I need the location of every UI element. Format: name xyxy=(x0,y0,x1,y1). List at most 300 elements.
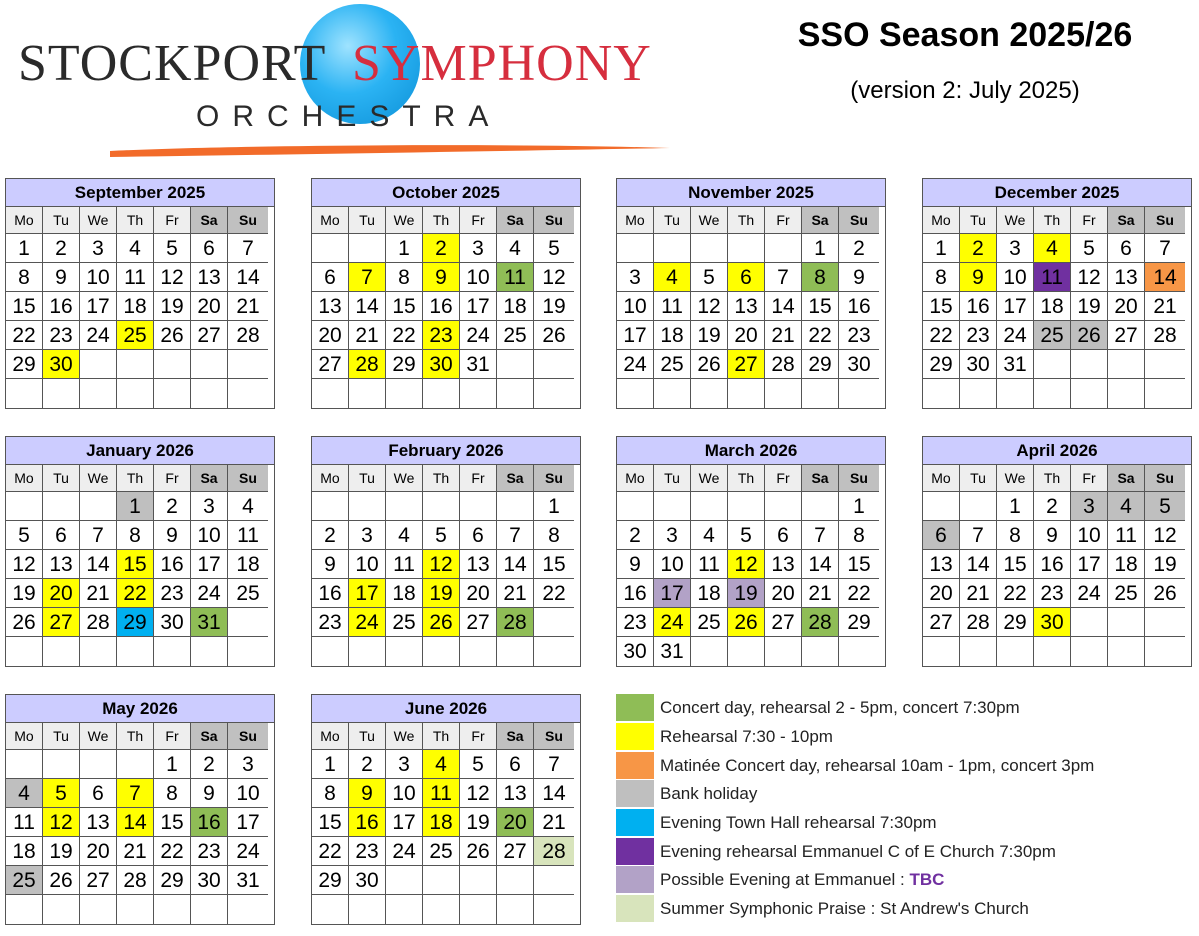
day-cell: 28 xyxy=(117,866,154,895)
day-cell: 29 xyxy=(997,608,1034,637)
week-row xyxy=(312,837,580,866)
weekday-label: Mo xyxy=(923,207,960,234)
day-cell: 27 xyxy=(460,608,497,637)
month-calendar xyxy=(311,178,581,409)
week-row xyxy=(923,521,1191,550)
day-cell: 1 xyxy=(312,750,349,779)
day-cell: 15 xyxy=(839,550,879,579)
weekday-label: Su xyxy=(1145,465,1185,492)
day-cell: 21 xyxy=(534,808,574,837)
page-title: SSO Season 2025/26 xyxy=(797,16,1133,54)
day-cell: 14 xyxy=(534,779,574,808)
day-cell: 13 xyxy=(1108,263,1145,292)
weekday-label: Su xyxy=(1145,207,1185,234)
day-cell: 22 xyxy=(997,579,1034,608)
weekday-label: Mo xyxy=(6,723,43,750)
day-cell: 28 xyxy=(960,608,997,637)
day-cell: 27 xyxy=(191,321,228,350)
day-cell: 23 xyxy=(617,608,654,637)
day-cell: 15 xyxy=(154,808,191,837)
day-cell: 19 xyxy=(728,579,765,608)
day-cell: 23 xyxy=(960,321,997,350)
day-cell: 14 xyxy=(765,292,802,321)
day-cell: 3 xyxy=(617,263,654,292)
legend-label-text: Evening rehearsal Emmanuel C of E Church 7:30pm xyxy=(660,841,1056,861)
day-cell: 3 xyxy=(386,750,423,779)
week-row xyxy=(6,521,274,550)
day-cell: 17 xyxy=(1071,550,1108,579)
empty-cell xyxy=(534,379,574,408)
weekday-label: Fr xyxy=(765,207,802,234)
day-cell: 14 xyxy=(228,263,268,292)
day-cell: 20 xyxy=(1108,292,1145,321)
empty-cell xyxy=(497,492,534,521)
week-row xyxy=(6,550,274,579)
day-cell: 8 xyxy=(534,521,574,550)
week-row xyxy=(923,550,1191,579)
legend-label xyxy=(660,756,1094,776)
empty-cell xyxy=(349,895,386,924)
week-row xyxy=(617,379,885,408)
empty-cell xyxy=(1034,350,1071,379)
weekday-label: We xyxy=(80,723,117,750)
day-cell: 31 xyxy=(997,350,1034,379)
empty-cell xyxy=(960,637,997,666)
empty-cell xyxy=(765,492,802,521)
legend-label-text: Bank holiday xyxy=(660,784,758,804)
day-cell: 29 xyxy=(386,350,423,379)
day-cell: 9 xyxy=(154,521,191,550)
legend-item xyxy=(616,723,1176,752)
day-cell: 24 xyxy=(1071,579,1108,608)
empty-cell xyxy=(1145,637,1185,666)
empty-cell xyxy=(117,637,154,666)
day-cell: 9 xyxy=(349,779,386,808)
day-cell: 24 xyxy=(386,837,423,866)
week-row xyxy=(923,292,1191,321)
weekday-label: Tu xyxy=(43,207,80,234)
day-cell: 15 xyxy=(117,550,154,579)
day-cell: 20 xyxy=(765,579,802,608)
day-cell: 19 xyxy=(1145,550,1185,579)
week-row xyxy=(312,750,580,779)
empty-cell xyxy=(728,492,765,521)
day-cell: 9 xyxy=(312,550,349,579)
month-calendar xyxy=(311,436,581,667)
weekday-label: Tu xyxy=(960,207,997,234)
empty-cell xyxy=(386,637,423,666)
empty-cell xyxy=(765,379,802,408)
day-cell: 18 xyxy=(117,292,154,321)
empty-cell xyxy=(1145,608,1185,637)
weekday-label: Th xyxy=(1034,207,1071,234)
empty-cell xyxy=(960,492,997,521)
logo-swoosh-icon xyxy=(110,143,670,157)
day-cell: 9 xyxy=(1034,521,1071,550)
empty-cell xyxy=(423,637,460,666)
version-subtitle: (version 2: July 2025) xyxy=(850,77,1080,104)
day-cell: 26 xyxy=(154,321,191,350)
month-calendar xyxy=(922,178,1192,409)
day-cell: 12 xyxy=(6,550,43,579)
day-cell: 21 xyxy=(802,579,839,608)
week-row xyxy=(312,637,580,666)
empty-cell xyxy=(923,492,960,521)
month-title: November 2025 xyxy=(617,179,885,207)
week-row xyxy=(312,321,580,350)
weekday-label: We xyxy=(80,207,117,234)
day-cell: 5 xyxy=(423,521,460,550)
legend-label-text: Possible Evening at Emmanuel : xyxy=(660,870,910,890)
empty-cell xyxy=(423,379,460,408)
day-cell: 15 xyxy=(6,292,43,321)
empty-cell xyxy=(960,379,997,408)
day-cell: 29 xyxy=(923,350,960,379)
empty-cell xyxy=(460,492,497,521)
empty-cell xyxy=(765,234,802,263)
day-cell: 6 xyxy=(312,263,349,292)
day-cell: 26 xyxy=(691,350,728,379)
day-cell: 29 xyxy=(154,866,191,895)
weekday-label: We xyxy=(386,723,423,750)
day-cell: 19 xyxy=(43,837,80,866)
day-cell: 2 xyxy=(154,492,191,521)
weekday-label: Tu xyxy=(43,465,80,492)
day-cell: 6 xyxy=(497,750,534,779)
week-row xyxy=(617,234,885,263)
empty-cell xyxy=(1071,350,1108,379)
day-cell: 5 xyxy=(534,234,574,263)
day-cell: 7 xyxy=(802,521,839,550)
empty-cell xyxy=(1108,637,1145,666)
day-cell: 26 xyxy=(43,866,80,895)
day-cell: 23 xyxy=(1034,579,1071,608)
empty-cell xyxy=(728,637,765,666)
day-cell: 16 xyxy=(423,292,460,321)
day-cell: 15 xyxy=(997,550,1034,579)
empty-cell xyxy=(691,637,728,666)
empty-cell xyxy=(923,379,960,408)
month-calendar xyxy=(5,178,275,409)
weekday-label: Su xyxy=(228,723,268,750)
day-cell: 26 xyxy=(1145,579,1185,608)
day-cell: 16 xyxy=(839,292,879,321)
day-cell: 13 xyxy=(497,779,534,808)
empty-cell xyxy=(191,637,228,666)
day-cell: 12 xyxy=(154,263,191,292)
day-cell: 27 xyxy=(1108,321,1145,350)
empty-cell xyxy=(228,608,268,637)
empty-cell xyxy=(802,637,839,666)
weekday-label: Fr xyxy=(154,723,191,750)
day-cell: 8 xyxy=(923,263,960,292)
empty-cell xyxy=(43,750,80,779)
day-cell: 5 xyxy=(6,521,43,550)
day-cell: 7 xyxy=(80,521,117,550)
month-calendar xyxy=(311,694,581,925)
empty-cell xyxy=(802,379,839,408)
day-cell: 27 xyxy=(728,350,765,379)
empty-cell xyxy=(728,379,765,408)
day-cell: 11 xyxy=(1108,521,1145,550)
day-cell: 7 xyxy=(960,521,997,550)
weekday-label: Su xyxy=(839,207,879,234)
day-cell: 10 xyxy=(191,521,228,550)
day-cell: 13 xyxy=(460,550,497,579)
legend-label xyxy=(660,899,1029,919)
day-cell: 14 xyxy=(117,808,154,837)
day-cell: 4 xyxy=(386,521,423,550)
day-cell: 1 xyxy=(386,234,423,263)
day-cell: 3 xyxy=(228,750,268,779)
weekday-header-row xyxy=(6,465,274,492)
day-cell: 13 xyxy=(765,550,802,579)
day-cell: 16 xyxy=(191,808,228,837)
day-cell: 24 xyxy=(654,608,691,637)
legend-label xyxy=(660,842,1056,862)
day-cell: 7 xyxy=(765,263,802,292)
weekday-label: Mo xyxy=(617,465,654,492)
day-cell: 9 xyxy=(617,550,654,579)
empty-cell xyxy=(534,895,574,924)
empty-cell xyxy=(1108,350,1145,379)
empty-cell xyxy=(312,637,349,666)
day-cell: 16 xyxy=(43,292,80,321)
day-cell: 10 xyxy=(386,779,423,808)
empty-cell xyxy=(1108,379,1145,408)
empty-cell xyxy=(460,866,497,895)
empty-cell xyxy=(617,234,654,263)
day-cell: 26 xyxy=(460,837,497,866)
day-cell: 6 xyxy=(765,521,802,550)
legend-label xyxy=(660,870,944,890)
day-cell: 2 xyxy=(191,750,228,779)
day-cell: 21 xyxy=(80,579,117,608)
empty-cell xyxy=(839,637,879,666)
weekday-label: Fr xyxy=(765,465,802,492)
day-cell: 9 xyxy=(839,263,879,292)
legend-label xyxy=(660,813,937,833)
day-cell: 17 xyxy=(191,550,228,579)
day-cell: 27 xyxy=(765,608,802,637)
week-row xyxy=(6,350,274,379)
week-row xyxy=(312,866,580,895)
weekday-label: Sa xyxy=(802,207,839,234)
day-cell: 13 xyxy=(191,263,228,292)
day-cell: 1 xyxy=(923,234,960,263)
weekday-label: Sa xyxy=(1108,465,1145,492)
empty-cell xyxy=(80,750,117,779)
day-cell: 10 xyxy=(80,263,117,292)
week-row xyxy=(617,550,885,579)
day-cell: 21 xyxy=(497,579,534,608)
day-cell: 24 xyxy=(997,321,1034,350)
empty-cell xyxy=(349,234,386,263)
weekday-label: Sa xyxy=(802,465,839,492)
day-cell: 28 xyxy=(80,608,117,637)
weekday-label: Mo xyxy=(923,465,960,492)
day-cell: 28 xyxy=(349,350,386,379)
day-cell: 11 xyxy=(691,550,728,579)
month-calendar xyxy=(922,436,1192,667)
empty-cell xyxy=(191,379,228,408)
day-cell: 24 xyxy=(80,321,117,350)
day-cell: 16 xyxy=(349,808,386,837)
day-cell: 2 xyxy=(43,234,80,263)
day-cell: 25 xyxy=(423,837,460,866)
weekday-label: Mo xyxy=(6,465,43,492)
day-cell: 12 xyxy=(460,779,497,808)
day-cell: 14 xyxy=(497,550,534,579)
day-cell: 22 xyxy=(6,321,43,350)
weekday-label: Mo xyxy=(6,207,43,234)
day-cell: 23 xyxy=(191,837,228,866)
weekday-header-row xyxy=(617,465,885,492)
day-cell: 16 xyxy=(154,550,191,579)
legend-label xyxy=(660,784,757,804)
day-cell: 2 xyxy=(349,750,386,779)
legend-item xyxy=(616,895,1176,924)
day-cell: 12 xyxy=(1145,521,1185,550)
day-cell: 14 xyxy=(802,550,839,579)
legend-swatch xyxy=(616,838,654,866)
day-cell: 6 xyxy=(460,521,497,550)
empty-cell xyxy=(534,350,574,379)
empty-cell xyxy=(349,637,386,666)
empty-cell xyxy=(1034,379,1071,408)
day-cell: 11 xyxy=(228,521,268,550)
empty-cell xyxy=(312,234,349,263)
empty-cell xyxy=(386,379,423,408)
day-cell: 19 xyxy=(1071,292,1108,321)
week-row xyxy=(312,292,580,321)
weekday-label: Mo xyxy=(312,207,349,234)
legend-label-text: Matinée Concert day, rehearsal 10am - 1pm, concert 3pm xyxy=(660,755,1095,775)
week-row xyxy=(617,321,885,350)
weekday-label: Sa xyxy=(191,207,228,234)
empty-cell xyxy=(654,492,691,521)
day-cell: 7 xyxy=(1145,234,1185,263)
day-cell: 16 xyxy=(960,292,997,321)
day-cell: 25 xyxy=(1108,579,1145,608)
day-cell: 4 xyxy=(117,234,154,263)
day-cell: 1 xyxy=(117,492,154,521)
empty-cell xyxy=(1145,379,1185,408)
week-row xyxy=(6,779,274,808)
week-row xyxy=(312,234,580,263)
day-cell: 12 xyxy=(1071,263,1108,292)
empty-cell xyxy=(423,866,460,895)
day-cell: 21 xyxy=(228,292,268,321)
weekday-label: Tu xyxy=(349,207,386,234)
day-cell: 15 xyxy=(802,292,839,321)
day-cell: 10 xyxy=(1071,521,1108,550)
day-cell: 20 xyxy=(728,321,765,350)
day-cell: 2 xyxy=(617,521,654,550)
weekday-label: Sa xyxy=(497,723,534,750)
day-cell: 30 xyxy=(191,866,228,895)
day-cell: 13 xyxy=(728,292,765,321)
week-row xyxy=(923,350,1191,379)
day-cell: 1 xyxy=(154,750,191,779)
day-cell: 24 xyxy=(617,350,654,379)
day-cell: 16 xyxy=(1034,550,1071,579)
weekday-label: Su xyxy=(534,723,574,750)
day-cell: 5 xyxy=(460,750,497,779)
legend-label-text: Concert day, rehearsal 2 - 5pm, concert 7:30pm xyxy=(660,698,1020,718)
day-cell: 22 xyxy=(839,579,879,608)
empty-cell xyxy=(349,492,386,521)
weekday-label: We xyxy=(691,207,728,234)
empty-cell xyxy=(228,350,268,379)
day-cell: 13 xyxy=(80,808,117,837)
day-cell: 3 xyxy=(80,234,117,263)
day-cell: 30 xyxy=(617,637,654,666)
week-row xyxy=(6,579,274,608)
day-cell: 22 xyxy=(117,579,154,608)
week-row xyxy=(312,350,580,379)
logo-text-orchestra: ORCHESTRA xyxy=(196,100,502,133)
empty-cell xyxy=(154,379,191,408)
legend-item xyxy=(616,751,1176,780)
day-cell: 15 xyxy=(923,292,960,321)
empty-cell xyxy=(497,637,534,666)
empty-cell xyxy=(654,234,691,263)
legend-label xyxy=(660,727,833,747)
day-cell: 17 xyxy=(460,292,497,321)
day-cell: 11 xyxy=(117,263,154,292)
day-cell: 23 xyxy=(154,579,191,608)
empty-cell xyxy=(839,379,879,408)
day-cell: 19 xyxy=(534,292,574,321)
month-title: January 2026 xyxy=(6,437,274,465)
weekday-header-row xyxy=(6,207,274,234)
week-row xyxy=(312,550,580,579)
empty-cell xyxy=(765,637,802,666)
weekday-label: Th xyxy=(117,207,154,234)
empty-cell xyxy=(80,637,117,666)
week-row xyxy=(6,379,274,408)
day-cell: 29 xyxy=(117,608,154,637)
day-cell: 1 xyxy=(802,234,839,263)
day-cell: 29 xyxy=(312,866,349,895)
day-cell: 3 xyxy=(1071,492,1108,521)
empty-cell xyxy=(6,637,43,666)
empty-cell xyxy=(728,234,765,263)
day-cell: 18 xyxy=(6,837,43,866)
empty-cell xyxy=(6,895,43,924)
day-cell: 28 xyxy=(534,837,574,866)
day-cell: 29 xyxy=(839,608,879,637)
day-cell: 24 xyxy=(349,608,386,637)
day-cell: 30 xyxy=(154,608,191,637)
day-cell: 26 xyxy=(423,608,460,637)
empty-cell xyxy=(6,379,43,408)
day-cell: 23 xyxy=(43,321,80,350)
empty-cell xyxy=(117,750,154,779)
weekday-label: Th xyxy=(423,465,460,492)
day-cell: 11 xyxy=(386,550,423,579)
day-cell: 11 xyxy=(423,779,460,808)
empty-cell xyxy=(997,637,1034,666)
empty-cell xyxy=(534,637,574,666)
legend-swatch xyxy=(616,723,654,751)
weekday-label: Tu xyxy=(960,465,997,492)
day-cell: 7 xyxy=(228,234,268,263)
week-row xyxy=(6,234,274,263)
day-cell: 8 xyxy=(6,263,43,292)
weekday-label: Tu xyxy=(349,723,386,750)
